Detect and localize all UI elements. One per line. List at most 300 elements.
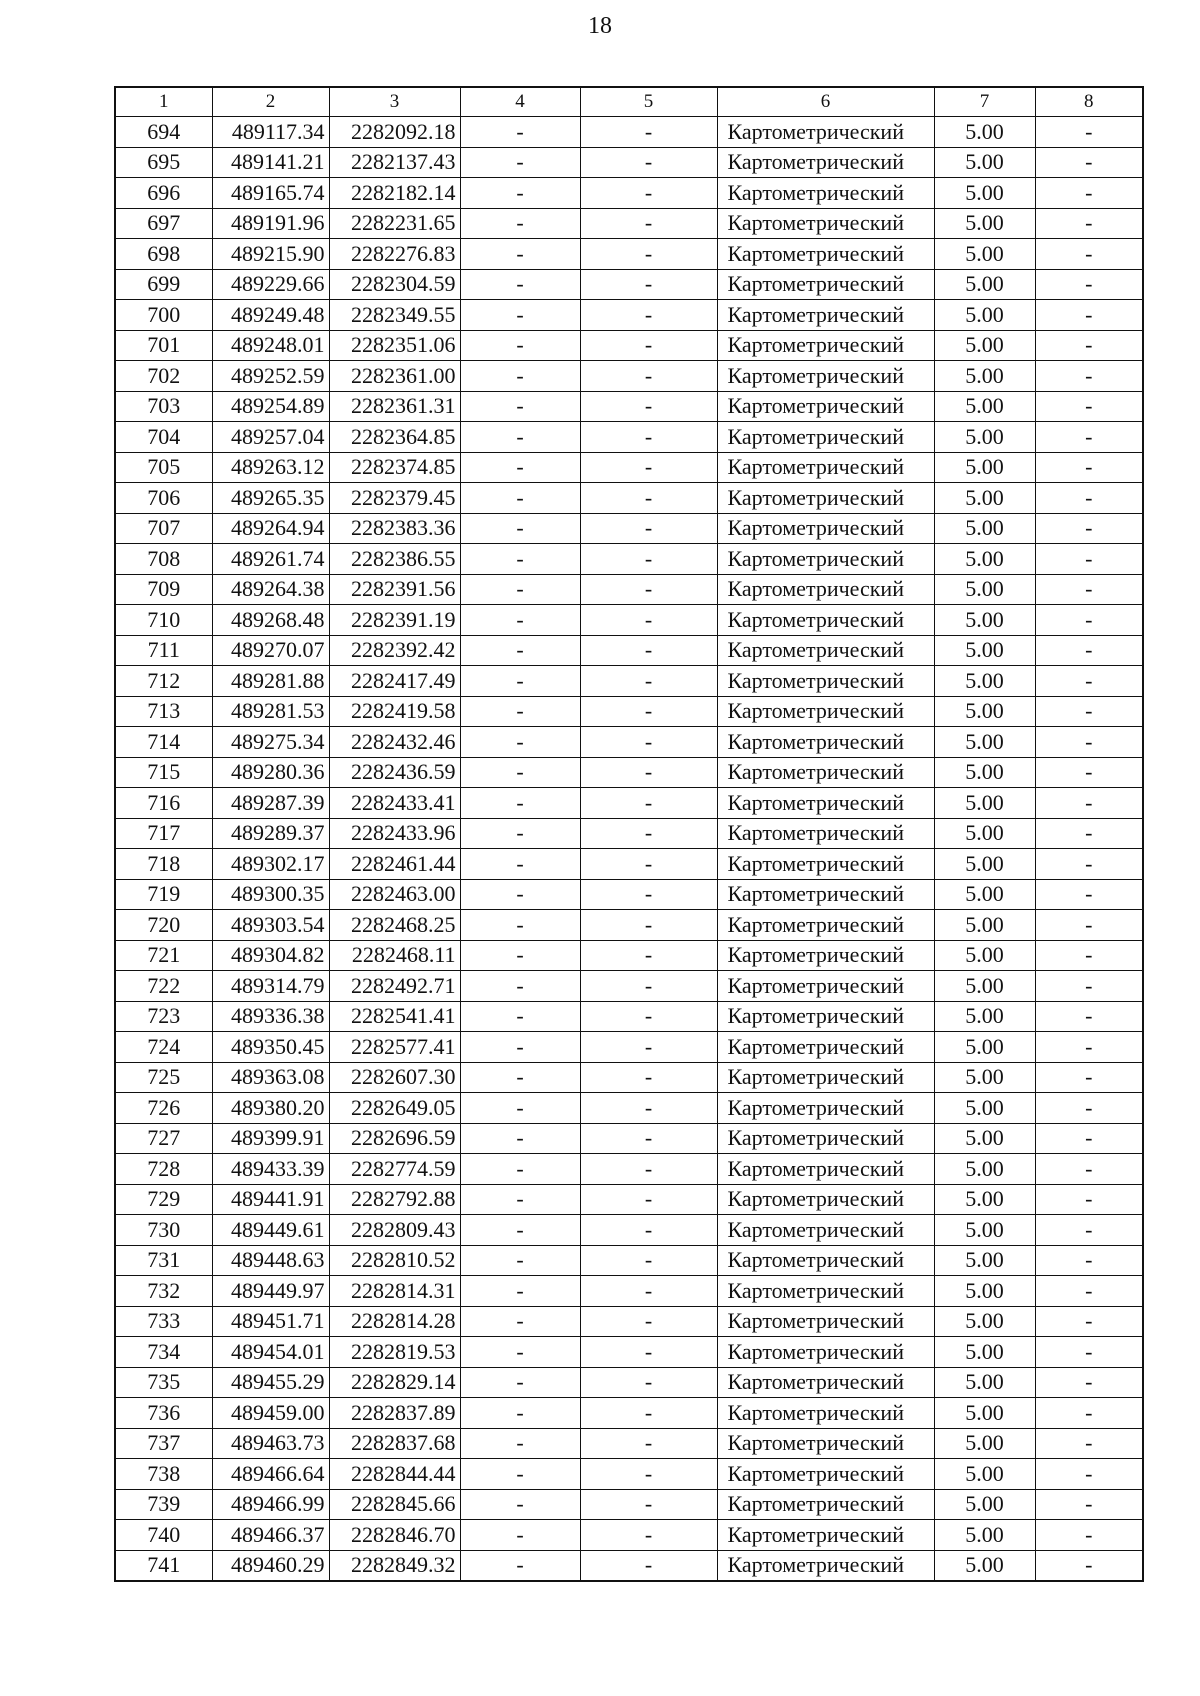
column-8-cell: - <box>1035 666 1143 697</box>
method-cell: Картометрический <box>717 1184 934 1215</box>
method-cell: Картометрический <box>717 422 934 453</box>
column-8-cell: - <box>1035 1428 1143 1459</box>
method-cell: Картометрический <box>717 1093 934 1124</box>
column-8-cell: - <box>1035 1337 1143 1368</box>
table-row <box>115 696 1143 727</box>
table-row <box>115 117 1143 148</box>
y-coordinate-cell: 2282774.59 <box>329 1154 460 1185</box>
table-body <box>115 87 1143 1581</box>
column-header: 1 <box>115 87 212 117</box>
x-coordinate-cell: 489215.90 <box>212 239 329 270</box>
column-4-cell: - <box>460 696 580 727</box>
column-4-cell: - <box>460 1367 580 1398</box>
method-cell: Картометрический <box>717 849 934 880</box>
point-number-cell: 713 <box>115 696 212 727</box>
method-cell: Картометрический <box>717 1398 934 1429</box>
column-5-cell: - <box>580 1337 717 1368</box>
method-cell: Картометрический <box>717 971 934 1002</box>
accuracy-cell: 5.00 <box>934 269 1035 300</box>
column-5-cell: - <box>580 483 717 514</box>
x-coordinate-cell: 489380.20 <box>212 1093 329 1124</box>
point-number-cell: 695 <box>115 147 212 178</box>
y-coordinate-cell: 2282417.49 <box>329 666 460 697</box>
table-row <box>115 513 1143 544</box>
column-4-cell: - <box>460 1550 580 1581</box>
column-5-cell: - <box>580 1245 717 1276</box>
column-5-cell: - <box>580 1550 717 1581</box>
column-5-cell: - <box>580 910 717 941</box>
y-coordinate-cell: 2282391.56 <box>329 574 460 605</box>
column-5-cell: - <box>580 1428 717 1459</box>
accuracy-cell: 5.00 <box>934 1459 1035 1490</box>
point-number-cell: 718 <box>115 849 212 880</box>
table-row <box>115 1367 1143 1398</box>
accuracy-cell: 5.00 <box>934 971 1035 1002</box>
table-row <box>115 178 1143 209</box>
y-coordinate-cell: 2282304.59 <box>329 269 460 300</box>
y-coordinate-cell: 2282849.32 <box>329 1550 460 1581</box>
table-row <box>115 544 1143 575</box>
accuracy-cell: 5.00 <box>934 208 1035 239</box>
column-8-cell: - <box>1035 330 1143 361</box>
y-coordinate-cell: 2282814.31 <box>329 1276 460 1307</box>
y-coordinate-cell: 2282792.88 <box>329 1184 460 1215</box>
column-4-cell: - <box>460 1489 580 1520</box>
accuracy-cell: 5.00 <box>934 330 1035 361</box>
table-row <box>115 1154 1143 1185</box>
column-4-cell: - <box>460 849 580 880</box>
point-number-cell: 725 <box>115 1062 212 1093</box>
method-cell: Картометрический <box>717 818 934 849</box>
point-number-cell: 739 <box>115 1489 212 1520</box>
y-coordinate-cell: 2282392.42 <box>329 635 460 666</box>
column-4-cell: - <box>460 422 580 453</box>
column-4-cell: - <box>460 239 580 270</box>
method-cell: Картометрический <box>717 1215 934 1246</box>
column-5-cell: - <box>580 971 717 1002</box>
x-coordinate-cell: 489287.39 <box>212 788 329 819</box>
accuracy-cell: 5.00 <box>934 1154 1035 1185</box>
column-5-cell: - <box>580 1123 717 1154</box>
table-row <box>115 940 1143 971</box>
column-5-cell: - <box>580 452 717 483</box>
column-5-cell: - <box>580 605 717 636</box>
method-cell: Картометрический <box>717 208 934 239</box>
table-row <box>115 361 1143 392</box>
accuracy-cell: 5.00 <box>934 300 1035 331</box>
column-4-cell: - <box>460 391 580 422</box>
table-row <box>115 666 1143 697</box>
column-5-cell: - <box>580 1276 717 1307</box>
method-cell: Картометрический <box>717 879 934 910</box>
column-4-cell: - <box>460 1245 580 1276</box>
column-4-cell: - <box>460 330 580 361</box>
point-number-cell: 694 <box>115 117 212 148</box>
column-8-cell: - <box>1035 1489 1143 1520</box>
y-coordinate-cell: 2282419.58 <box>329 696 460 727</box>
accuracy-cell: 5.00 <box>934 1184 1035 1215</box>
table-row <box>115 1337 1143 1368</box>
column-5-cell: - <box>580 1520 717 1551</box>
accuracy-cell: 5.00 <box>934 422 1035 453</box>
column-8-cell: - <box>1035 635 1143 666</box>
column-5-cell: - <box>580 757 717 788</box>
y-coordinate-cell: 2282182.14 <box>329 178 460 209</box>
table-row <box>115 483 1143 514</box>
column-4-cell: - <box>460 1428 580 1459</box>
column-8-cell: - <box>1035 208 1143 239</box>
column-8-cell: - <box>1035 178 1143 209</box>
table-row <box>115 147 1143 178</box>
table-row <box>115 1215 1143 1246</box>
column-4-cell: - <box>460 1520 580 1551</box>
y-coordinate-cell: 2282461.44 <box>329 849 460 880</box>
x-coordinate-cell: 489268.48 <box>212 605 329 636</box>
accuracy-cell: 5.00 <box>934 544 1035 575</box>
method-cell: Картометрический <box>717 605 934 636</box>
column-5-cell: - <box>580 239 717 270</box>
method-cell: Картометрический <box>717 1001 934 1032</box>
y-coordinate-cell: 2282436.59 <box>329 757 460 788</box>
y-coordinate-cell: 2282492.71 <box>329 971 460 1002</box>
column-5-cell: - <box>580 1184 717 1215</box>
point-number-cell: 724 <box>115 1032 212 1063</box>
table-row <box>115 239 1143 270</box>
point-number-cell: 740 <box>115 1520 212 1551</box>
y-coordinate-cell: 2282231.65 <box>329 208 460 239</box>
x-coordinate-cell: 489263.12 <box>212 452 329 483</box>
method-cell: Картометрический <box>717 117 934 148</box>
column-4-cell: - <box>460 544 580 575</box>
accuracy-cell: 5.00 <box>934 910 1035 941</box>
y-coordinate-cell: 2282433.41 <box>329 788 460 819</box>
method-cell: Картометрический <box>717 1032 934 1063</box>
column-5-cell: - <box>580 940 717 971</box>
column-4-cell: - <box>460 1276 580 1307</box>
table-row <box>115 910 1143 941</box>
accuracy-cell: 5.00 <box>934 361 1035 392</box>
method-cell: Картометрический <box>717 1337 934 1368</box>
point-number-cell: 735 <box>115 1367 212 1398</box>
y-coordinate-cell: 2282137.43 <box>329 147 460 178</box>
table-row <box>115 727 1143 758</box>
point-number-cell: 741 <box>115 1550 212 1581</box>
column-4-cell: - <box>460 361 580 392</box>
column-5-cell: - <box>580 879 717 910</box>
point-number-cell: 711 <box>115 635 212 666</box>
column-8-cell: - <box>1035 1398 1143 1429</box>
column-8-cell: - <box>1035 1123 1143 1154</box>
column-5-cell: - <box>580 818 717 849</box>
method-cell: Картометрический <box>717 757 934 788</box>
column-8-cell: - <box>1035 513 1143 544</box>
column-8-cell: - <box>1035 971 1143 1002</box>
point-number-cell: 736 <box>115 1398 212 1429</box>
table-row <box>115 391 1143 422</box>
table-row <box>115 330 1143 361</box>
column-8-cell: - <box>1035 147 1143 178</box>
column-8-cell: - <box>1035 269 1143 300</box>
accuracy-cell: 5.00 <box>934 879 1035 910</box>
column-8-cell: - <box>1035 1093 1143 1124</box>
point-number-cell: 722 <box>115 971 212 1002</box>
method-cell: Картометрический <box>717 513 934 544</box>
method-cell: Картометрический <box>717 300 934 331</box>
accuracy-cell: 5.00 <box>934 696 1035 727</box>
column-8-cell: - <box>1035 117 1143 148</box>
method-cell: Картометрический <box>717 1520 934 1551</box>
column-5-cell: - <box>580 849 717 880</box>
method-cell: Картометрический <box>717 666 934 697</box>
x-coordinate-cell: 489454.01 <box>212 1337 329 1368</box>
column-4-cell: - <box>460 300 580 331</box>
method-cell: Картометрический <box>717 269 934 300</box>
x-coordinate-cell: 489304.82 <box>212 940 329 971</box>
point-number-cell: 715 <box>115 757 212 788</box>
method-cell: Картометрический <box>717 1276 934 1307</box>
y-coordinate-cell: 2282383.36 <box>329 513 460 544</box>
column-4-cell: - <box>460 269 580 300</box>
point-number-cell: 708 <box>115 544 212 575</box>
column-5-cell: - <box>580 1062 717 1093</box>
x-coordinate-cell: 489363.08 <box>212 1062 329 1093</box>
y-coordinate-cell: 2282374.85 <box>329 452 460 483</box>
table-row <box>115 1306 1143 1337</box>
column-8-cell: - <box>1035 696 1143 727</box>
column-5-cell: - <box>580 1154 717 1185</box>
column-4-cell: - <box>460 940 580 971</box>
x-coordinate-cell: 489399.91 <box>212 1123 329 1154</box>
column-header: 4 <box>460 87 580 117</box>
y-coordinate-cell: 2282379.45 <box>329 483 460 514</box>
column-4-cell: - <box>460 879 580 910</box>
x-coordinate-cell: 489165.74 <box>212 178 329 209</box>
y-coordinate-cell: 2282092.18 <box>329 117 460 148</box>
x-coordinate-cell: 489265.35 <box>212 483 329 514</box>
column-4-cell: - <box>460 1154 580 1185</box>
point-number-cell: 721 <box>115 940 212 971</box>
point-number-cell: 723 <box>115 1001 212 1032</box>
column-5-cell: - <box>580 147 717 178</box>
column-4-cell: - <box>460 757 580 788</box>
table-row <box>115 269 1143 300</box>
x-coordinate-cell: 489275.34 <box>212 727 329 758</box>
point-number-cell: 706 <box>115 483 212 514</box>
column-header: 6 <box>717 87 934 117</box>
x-coordinate-cell: 489460.29 <box>212 1550 329 1581</box>
table-row <box>115 1184 1143 1215</box>
point-number-cell: 730 <box>115 1215 212 1246</box>
column-8-cell: - <box>1035 757 1143 788</box>
method-cell: Картометрический <box>717 635 934 666</box>
column-4-cell: - <box>460 178 580 209</box>
column-4-cell: - <box>460 1306 580 1337</box>
method-cell: Картометрический <box>717 696 934 727</box>
x-coordinate-cell: 489433.39 <box>212 1154 329 1185</box>
table-row <box>115 1123 1143 1154</box>
point-number-cell: 727 <box>115 1123 212 1154</box>
x-coordinate-cell: 489302.17 <box>212 849 329 880</box>
column-4-cell: - <box>460 1184 580 1215</box>
y-coordinate-cell: 2282364.85 <box>329 422 460 453</box>
column-8-cell: - <box>1035 544 1143 575</box>
point-number-cell: 734 <box>115 1337 212 1368</box>
method-cell: Картометрический <box>717 1062 934 1093</box>
column-8-cell: - <box>1035 1306 1143 1337</box>
x-coordinate-cell: 489314.79 <box>212 971 329 1002</box>
column-5-cell: - <box>580 1032 717 1063</box>
point-number-cell: 704 <box>115 422 212 453</box>
point-number-cell: 716 <box>115 788 212 819</box>
y-coordinate-cell: 2282351.06 <box>329 330 460 361</box>
column-8-cell: - <box>1035 1184 1143 1215</box>
table-row <box>115 1245 1143 1276</box>
point-number-cell: 717 <box>115 818 212 849</box>
y-coordinate-cell: 2282541.41 <box>329 1001 460 1032</box>
column-4-cell: - <box>460 208 580 239</box>
table-row <box>115 300 1143 331</box>
accuracy-cell: 5.00 <box>934 635 1035 666</box>
x-coordinate-cell: 489191.96 <box>212 208 329 239</box>
accuracy-cell: 5.00 <box>934 1306 1035 1337</box>
column-4-cell: - <box>460 666 580 697</box>
table-row <box>115 1520 1143 1551</box>
accuracy-cell: 5.00 <box>934 818 1035 849</box>
method-cell: Картометрический <box>717 239 934 270</box>
accuracy-cell: 5.00 <box>934 1520 1035 1551</box>
column-8-cell: - <box>1035 452 1143 483</box>
table-row <box>115 879 1143 910</box>
x-coordinate-cell: 489449.97 <box>212 1276 329 1307</box>
point-number-cell: 709 <box>115 574 212 605</box>
point-number-cell: 702 <box>115 361 212 392</box>
column-header: 3 <box>329 87 460 117</box>
y-coordinate-cell: 2282468.25 <box>329 910 460 941</box>
accuracy-cell: 5.00 <box>934 727 1035 758</box>
column-5-cell: - <box>580 391 717 422</box>
column-8-cell: - <box>1035 605 1143 636</box>
column-5-cell: - <box>580 696 717 727</box>
point-number-cell: 720 <box>115 910 212 941</box>
y-coordinate-cell: 2282607.30 <box>329 1062 460 1093</box>
x-coordinate-cell: 489252.59 <box>212 361 329 392</box>
method-cell: Картометрический <box>717 483 934 514</box>
x-coordinate-cell: 489451.71 <box>212 1306 329 1337</box>
column-4-cell: - <box>460 1215 580 1246</box>
column-5-cell: - <box>580 1306 717 1337</box>
accuracy-cell: 5.00 <box>934 1062 1035 1093</box>
column-4-cell: - <box>460 483 580 514</box>
accuracy-cell: 5.00 <box>934 147 1035 178</box>
point-number-cell: 714 <box>115 727 212 758</box>
column-8-cell: - <box>1035 849 1143 880</box>
x-coordinate-cell: 489248.01 <box>212 330 329 361</box>
method-cell: Картометрический <box>717 1367 934 1398</box>
column-4-cell: - <box>460 513 580 544</box>
x-coordinate-cell: 489448.63 <box>212 1245 329 1276</box>
column-5-cell: - <box>580 330 717 361</box>
method-cell: Картометрический <box>717 544 934 575</box>
column-5-cell: - <box>580 727 717 758</box>
x-coordinate-cell: 489141.21 <box>212 147 329 178</box>
method-cell: Картометрический <box>717 147 934 178</box>
y-coordinate-cell: 2282696.59 <box>329 1123 460 1154</box>
y-coordinate-cell: 2282814.28 <box>329 1306 460 1337</box>
table-row <box>115 849 1143 880</box>
column-8-cell: - <box>1035 1367 1143 1398</box>
column-5-cell: - <box>580 208 717 239</box>
column-4-cell: - <box>460 452 580 483</box>
column-4-cell: - <box>460 910 580 941</box>
column-8-cell: - <box>1035 1520 1143 1551</box>
accuracy-cell: 5.00 <box>934 1093 1035 1124</box>
accuracy-cell: 5.00 <box>934 605 1035 636</box>
y-coordinate-cell: 2282829.14 <box>329 1367 460 1398</box>
method-cell: Картометрический <box>717 1489 934 1520</box>
y-coordinate-cell: 2282433.96 <box>329 818 460 849</box>
y-coordinate-cell: 2282837.89 <box>329 1398 460 1429</box>
column-5-cell: - <box>580 1215 717 1246</box>
method-cell: Картометрический <box>717 178 934 209</box>
x-coordinate-cell: 489336.38 <box>212 1001 329 1032</box>
table-row <box>115 635 1143 666</box>
table-header-row <box>115 87 1143 117</box>
column-4-cell: - <box>460 1123 580 1154</box>
column-4-cell: - <box>460 788 580 819</box>
column-8-cell: - <box>1035 300 1143 331</box>
column-5-cell: - <box>580 300 717 331</box>
column-8-cell: - <box>1035 1276 1143 1307</box>
x-coordinate-cell: 489254.89 <box>212 391 329 422</box>
point-number-cell: 703 <box>115 391 212 422</box>
column-4-cell: - <box>460 635 580 666</box>
y-coordinate-cell: 2282349.55 <box>329 300 460 331</box>
column-5-cell: - <box>580 422 717 453</box>
accuracy-cell: 5.00 <box>934 178 1035 209</box>
column-4-cell: - <box>460 1032 580 1063</box>
accuracy-cell: 5.00 <box>934 1215 1035 1246</box>
accuracy-cell: 5.00 <box>934 574 1035 605</box>
column-4-cell: - <box>460 1062 580 1093</box>
y-coordinate-cell: 2282577.41 <box>329 1032 460 1063</box>
method-cell: Картометрический <box>717 330 934 361</box>
column-5-cell: - <box>580 1093 717 1124</box>
y-coordinate-cell: 2282844.44 <box>329 1459 460 1490</box>
column-8-cell: - <box>1035 483 1143 514</box>
x-coordinate-cell: 489264.38 <box>212 574 329 605</box>
column-8-cell: - <box>1035 1001 1143 1032</box>
column-header: 5 <box>580 87 717 117</box>
y-coordinate-cell: 2282809.43 <box>329 1215 460 1246</box>
column-8-cell: - <box>1035 879 1143 910</box>
y-coordinate-cell: 2282386.55 <box>329 544 460 575</box>
column-4-cell: - <box>460 117 580 148</box>
accuracy-cell: 5.00 <box>934 1276 1035 1307</box>
x-coordinate-cell: 489441.91 <box>212 1184 329 1215</box>
coordinates-table-container <box>114 86 1144 1582</box>
column-8-cell: - <box>1035 1062 1143 1093</box>
x-coordinate-cell: 489264.94 <box>212 513 329 544</box>
accuracy-cell: 5.00 <box>934 483 1035 514</box>
method-cell: Картометрический <box>717 940 934 971</box>
accuracy-cell: 5.00 <box>934 1245 1035 1276</box>
table-row <box>115 971 1143 1002</box>
column-5-cell: - <box>580 117 717 148</box>
table-row <box>115 605 1143 636</box>
column-5-cell: - <box>580 1398 717 1429</box>
method-cell: Картометрический <box>717 1123 934 1154</box>
column-4-cell: - <box>460 1398 580 1429</box>
